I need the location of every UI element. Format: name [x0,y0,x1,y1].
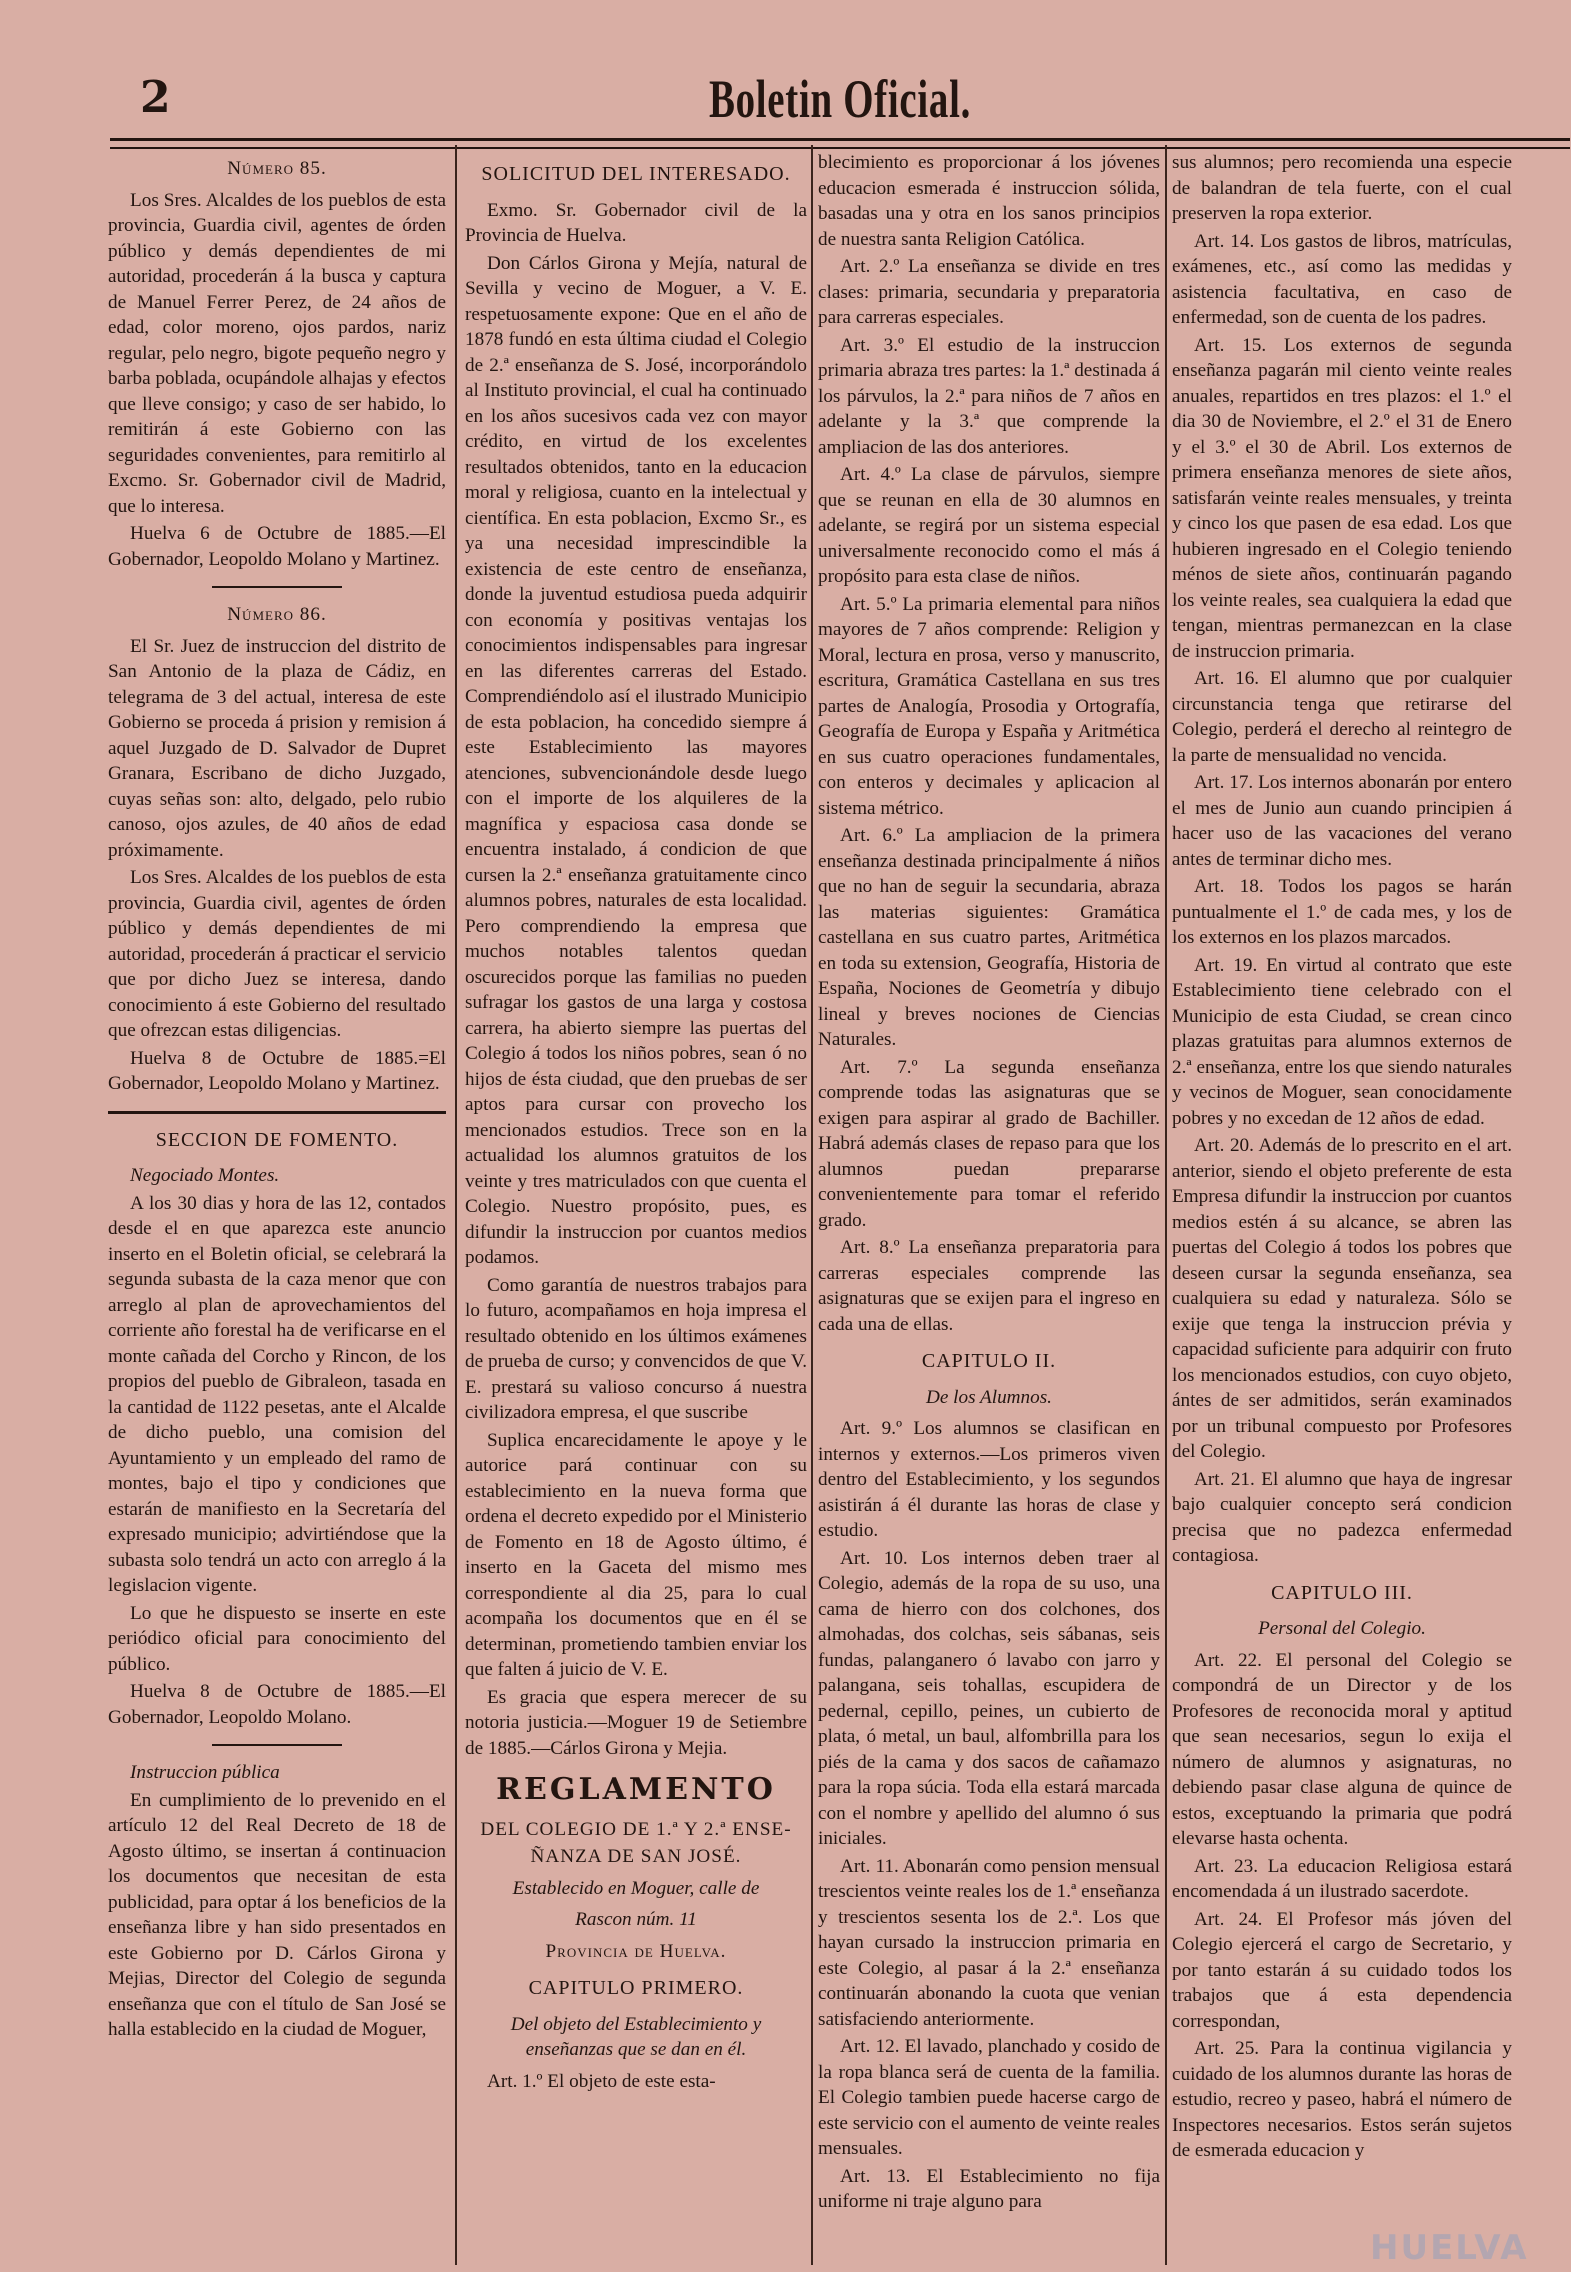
capitulo-3-title: CAPITULO III. [1271,1581,1413,1604]
provincia-line: Provincia de Huelva. [545,1940,727,1962]
section-rule [212,586,342,588]
notice-85-title: Número 85. [227,158,327,179]
article-16: Art. 16. El alumno que por cualquier circunstancia tenga que retirarse del Colegio, perderá el derecho al reintegro de la parte de mensualidad no vencida. [1172,668,1512,766]
solicitud-signature: Es gracia que espera merecer de su notoria justicia.—Moguer 19 de Setiembre de 1885.—Cárlos Girona y Mejia. [465,1686,807,1759]
solicitud-body-3: Suplica encarecidamente le apoye y le autorice pará continuar con su establecimiento en la nueva forma que ordena el decreto expedido por el Ministerio de Fomento en 18 de Agosto último, é inserto en la Gaceta del mismo mes correspondiente al dia 25, para lo cual acompaña los documentos que en él se determinan, prometiendo tambien enviar los que falten á juicio de V. E. [465,1429,807,1680]
section-rule [108,1111,446,1114]
column-divider [455,145,457,2265]
article-11: Art. 11. Abonarán como pension mensual trescientos veinte reales los de 1.ª enseñanza y trescientos sesenta los de 2.ª. Los que hayan cursado la instruccion primaria en este Colegio, al pasar á la 2.ª enseñanza continuarán abonando la cuota que venian satisfaciendo anteriormente. [818,1855,1160,2030]
solicitud-body: Don Cárlos Girona y Mejía, natural de Sevilla y vecino de Moguer, a V. E. respetuosamente expone: Que en el año de 1878 fundó en esta última ciudad el Colegio de 2.ª enseñanza de S. José, incorporándolo al Instituto provincial, el cual ha continuado en los años sucesivos cada vez con mayor crédito, en virtud de los excelentes resultados obtenidos, tanto en la educacion moral y religiosa, cuanto en la intelectual y científica. En esta poblacion, Excmo Sr., es ya una necesidad imprescindible la existencia de este centro de enseñanza, donde la juventud estudiosa pueda adquirir con economía y positivas ventajas los conocimientos indispensables para ingresar en las diferentes carreras del Estado. Comprendiéndolo así el ilustrado Municipio de esta poblacion, ha concedido siempre á este Establecimiento las mayores atenciones, subvencionándole desde luego con el importe de los alquileres de la magnífica y espaciosa casa donde se encuentra instalado, á condicion de que cursen la 2.ª enseñanza gratuitamente cinco alumnos pobres, naturales de esta localidad. Pero comprendiendo la empresa que muchos notables talentos quedan oscurecidos porque las familias no pueden sufragar los gastos de una larga y costosa carrera, ha abierto siempre las puertas del Colegio á todos los niños pobres, sean ó no hijos de ésta ciudad, que den pruebas de ser aptos para cursar con provecho los mencionados estudios. Trece son en la actualidad los alumnos gratuitos de los veinte y tres matriculados con que cuenta el Colegio. Nuestro propósito, pues, es difundir la instruccion por cuantos medios podamos. [465,252,807,1268]
instruccion-title: Instruccion pública [130,1762,280,1783]
article-3: Art. 3.º El estudio de la instruccion primaria abraza tres partes: la 1.ª destinada á los párvulos, la 2.ª para niños de 7 años en adelante y la 3.ª que comprende la ampliacion de las dos anteriores. [818,334,1160,458]
establecido-line: Establecido en Moguer, calle de [512,1877,760,1899]
article-25: Art. 25. Para la continua vigilancia y cuidado de los alumnos durante las horas de estudio, recreo y paseo, habrá el número de Inspectores necesarios. Estos serán sujetos de esmerada educacion y [1172,2038,1512,2161]
page-number: 2 [140,72,171,123]
notice-85-body: Los Sres. Alcaldes de los pueblos de esta provincia, Guardia civil, agentes de órden público y demás dependientes de mi autoridad, procederán á la busca y captura de Manuel Ferrer Perez, de 24 años de edad, color moreno, ojos pardos, nariz regular, pelo negro, bigote pequeño negro y barba poblada, ocupándole alhajas y efectos que lleve consigo; y caso de ser habido, lo remitirán á este Gobierno con las seguridades convenientes, para remitirlo al Excmo. Sr. Gobernador civil de Madrid, que lo interesa. [108,189,446,517]
article-17: Art. 17. Los internos abonarán por entero el mes de Junio aun cuando principien á hacer uso de las vacaciones del verano antes de terminar dicho mes. [1172,772,1512,870]
notice-85-signature: Huelva 6 de Octubre de 1885.—El Gobernador, Leopoldo Molano y Martinez. [108,523,446,570]
article-10: Art. 10. Los internos deben traer al Colegio, además de la ropa de su uso, una cama de hierro con dos colchones, dos almohadas, dos colchas, seis sábanas, seis fundas, palanganero ó lavabo con jarro y palangana, seis tohallas, escupidera de pedernal, cepillo, peines, un cubierto de plata, ó metal, un baul, alfombrilla para los piés de la cama y dos sacos de cañamazo para la ropa súcia. Toda ella estará marcada con el nombre y apellido del alumno ó sus iniciales. [818,1547,1160,1849]
capitulo-3-subtitle: Personal del Colegio. [1258,1618,1426,1639]
column-1 [108,150,446,2260]
article-7: Art. 7.º La segunda enseñanza comprende todas las asignaturas que se exigen para aspirar al grado de Bachiller. Habrá además clases de repaso para que los alumnos puedan prepararse convenientemente para tomar el referido grado. [818,1056,1160,1231]
article-19: Art. 19. En virtud al contrato que este Establecimiento tiene celebrado con el Municipio de esta Ciudad, se crean cinco plazas gratuitas para alumnos externos de 2.ª enseñanza, entre los que siendo naturales y vecinos de Moguer, sean conocidamente pobres y no excedan de 12 años de edad. [1172,954,1512,1129]
colegio-line-1: DEL COLEGIO DE 1.ª Y 2.ª ENSE- [480,1818,792,1840]
solicitud-addressee: Exmo. Sr. Gobernador civil de la Provincia de Huelva. [465,199,807,246]
capitulo-2-title: CAPITULO II. [921,1350,1057,1372]
article-20: Art. 20. Además de lo prescrito en el art. anterior, siendo el objeto preferente de esta Empresa difundir la instruccion por cuantos medios estén á su alcance, se abren las puertas del Colegio á todos los pobres que deseen cursar la segunda enseñanza, sea cualquiera su edad y naturaleza. Sólo se exije que tenga la instruccion prévia y capacidad suficiente para adquirir con fruto los mencionados estudios, con cuyo objeto, ántes de ser admitidos, serán examinados por un tribunal compuesto por Profesores del Colegio. [1172,1135,1512,1462]
article-13-cont: sus alumnos; pero recomienda una especie de balandran de tela fuerte, con el cual preserven la ropa exterior. [1172,152,1512,224]
article-14: Art. 14. Los gastos de libros, matrículas, exámenes, etc., así como las medidas y asistencia facultativa, en caso de enfermedad, son de cuenta de los padres. [1172,230,1512,328]
column-4 [1172,150,1512,2260]
header-rule [110,138,1570,149]
montes-body: A los 30 dias y hora de las 12, contados desde el en que aparezca este anuncio inserto en el Boletin oficial, se celebrará la segunda subasta de la caza menor que con arreglo al plan de aprovechamientos del corriente año forestal ha de verificarse en el monte cañada del Corcho y Rincon, de los propios del pueblo de Gibraleon, tasada en la cantidad de 1122 pesetas, ante el Alcalde de dicho pueblo, una comision del Ayuntamiento y un empleado del ramo de montes, bajo el tipo y condiciones que estarán de manifiesto en la Secretaría del expresado municipio; advirtiéndose que la subasta solo tendrá un acto con arreglo á la legislacion vigente. [108,1192,446,1596]
article-12: Art. 12. El lavado, planchado y cosido de la ropa blanca será de cuenta de la familia. El Colegio tambien puede hacerse cargo de este servicio con el aumento de veinte reales mensuales. [818,2036,1160,2159]
column-2 [465,150,807,2260]
montes-title: Negociado Montes. [130,1165,280,1186]
article-24: Art. 24. El Profesor más jóven del Colegio ejercerá el cargo de Secretario, y por tanto estarán á su cuidado todos los trabajos que á esta dependencia correspondan, [1172,1908,1512,2032]
notice-86-body-2: Los Sres. Alcaldes de los pueblos de esta provincia, Guardia civil, agentes de órden público y demás dependientes de mi autoridad, procederán á practicar el servicio que por dicho Juez se interesa, dando conocimiento á este Gobierno del resultado que ofrezcan estas diligencias. [108,867,446,1041]
capitulo-1-title: CAPITULO PRIMERO. [528,1977,744,1999]
solicitud-title: SOLICITUD DEL INTERESADO. [481,163,791,185]
article-22: Art. 22. El personal del Colegio se compondrá de un Director y de los Profesores de reconocida moral y aptitud que sean necesarios, segun lo exija el número de alumnos y asignaturas, no debiendo pasar clase alguna de quince de estos, exceptuando la primaria que podrá elevarse hasta ochenta. [1172,1649,1512,1849]
column-divider [811,145,813,2265]
page-header [110,68,1570,138]
notice-86-body: El Sr. Juez de instruccion del distrito de San Antonio de la plaza de Cádiz, en telegrama de 3 del actual, interesa de este Gobierno se proceda á prision y remision á aquel Juzgado de D. Salvador de Dupret Granara, Escribano de dicho Juzgado, cuyas señas son: alto, delgado, pelo rubio canoso, ojos azules, de 40 años de edad próximamente. [108,635,446,861]
article-23: Art. 23. La educacion Religiosa estará encomendada á un ilustrado sacerdote. [1172,1855,1512,1902]
column-divider [1165,145,1167,2265]
rascon-line: Rascon núm. 11 [575,1909,697,1930]
newspaper-title: Boletin Oficial. [708,69,972,129]
section-rule [212,1744,342,1746]
montes-body-2: Lo que he dispuesto se inserte en este periódico oficial para conocimiento del público. [108,1602,446,1675]
reglamento-title: REGLAMENTO [496,1772,776,1807]
column-3 [818,150,1160,2260]
article-21: Art. 21. El alumno que haya de ingresar bajo cualquier concepto será condicion precisa que no padezca enfermedad contagiosa. [1172,1468,1512,1566]
article-1: Art. 1.º El objeto de este esta- [487,2070,716,2092]
capitulo-2-subtitle: De los Alumnos. [926,1386,1052,1408]
solicitud-body-2: Como garantía de nuestros trabajos para lo futuro, acompañamos en hoja impresa el resultado obtenido en los últimos exámenes de prueba de curso; y convencidos de que V. E. prestará su valioso concurso á nuestra civilizadora empresa, el que suscribe [465,1274,807,1423]
capitulo-1-subtitle: Del objeto del Establecimiento y enseñanzas que se dan en él. [510,2013,762,2060]
instruccion-body: En cumplimiento de lo prevenido en el artículo 12 del Real Decreto de 18 de Agosto último, se insertan á continuacion los documentos que necesitan de esta publicidad, para optar á los beneficios de la enseñanza libre y han sido presentados en este Gobierno por D. Cárlos Girona y Mejias, Director del Colegio de segunda enseñanza que con el título de San José se halla establecido en la ciudad de Moguer, [108,1789,446,2040]
article-1-cont: blecimiento es proporcionar á los jóvenes educacion esmerada é instruccion sólida, basadas una y otra en los sanos principios de nuestra santa Religion Católica. [818,152,1160,250]
article-18: Art. 18. Todos los pagos se harán puntualmente el 1.º de cada mes, y los de los externos en los plazos marcados. [1172,876,1512,948]
archive-watermark: HUELVA [1370,2228,1529,2268]
fomento-section-title: SECCION DE FOMENTO. [155,1128,399,1151]
article-5: Art. 5.º La primaria elemental para niños mayores de 7 años comprende: Religion y Moral, lectura en prosa, verso y manuscrito, escritura, Gramática Castellana en sus tres partes de Analogía, Prosodia y Ortografía, Geografía de Europa y España y Aritmética en sus cuatro operaciones fundamentales, con enteros y decimales y aplicacion al sistema métrico. [818,593,1160,819]
notice-86-title: Número 86. [227,604,327,625]
article-15: Art. 15. Los externos de segunda enseñanza pagarán mil ciento veinte reales anuales, repartidos en tres plazos: el 1.º el dia 30 de Noviembre, el 2.º el 31 de Enero y el 3.º el 30 de Abril. Los externos de primera enseñanza menores de siete años, satisfarán veinte reales mensuales, y treinta y cinco los que pasen de esa edad. Los que hubieren ingresado en el Colegio teniendo ménos de siete años, continuarán pagando los veinte reales, sea cualquiera la edad que tengan, mientras permanezcan en la clase de instruccion primaria. [1172,334,1512,662]
article-6: Art. 6.º La ampliacion de la primera enseñanza destinada principalmente á niños que no han de seguir la secundaria, abraza las materias siguientes: Gramática castellana en sus cuatro partes, Aritmética en toda su extension, Geografía, Historia de España, Nociones de Geometría y dibujo lineal y breves nociones de Ciencias Naturales. [818,825,1160,1050]
article-13: Art. 13. El Establecimiento no fija uniforme ni traje alguno para [818,2165,1160,2212]
montes-signature: Huelva 8 de Octubre de 1885.—El Gobernador, Leopoldo Molano. [108,1681,446,1728]
article-2: Art. 2.º La enseñanza se divide en tres clases: primaria, secundaria y preparatoria para carreras especiales. [818,256,1160,328]
article-9: Art. 9.º Los alumnos se clasifican en internos y externos.—Los primeros viven dentro del Establecimiento, y los segundos asistirán á él durante las horas de clase y estudio. [818,1418,1160,1541]
article-4: Art. 4.º La clase de párvulos, siempre que se reunan en ella de 30 alumnos en adelante, se regirá por un sistema especial universalmente reconocido como el más á propósito para esta clase de niños. [818,464,1160,587]
colegio-line-2: ÑANZA DE SAN JOSÉ. [530,1846,742,1867]
notice-86-signature: Huelva 8 de Octubre de 1885.=El Gobernador, Leopoldo Molano y Martinez. [108,1047,446,1094]
article-8: Art. 8.º La enseñanza preparatoria para carreras especiales comprende las asignaturas que se exijen para el ingreso en cada una de ellas. [818,1237,1160,1335]
